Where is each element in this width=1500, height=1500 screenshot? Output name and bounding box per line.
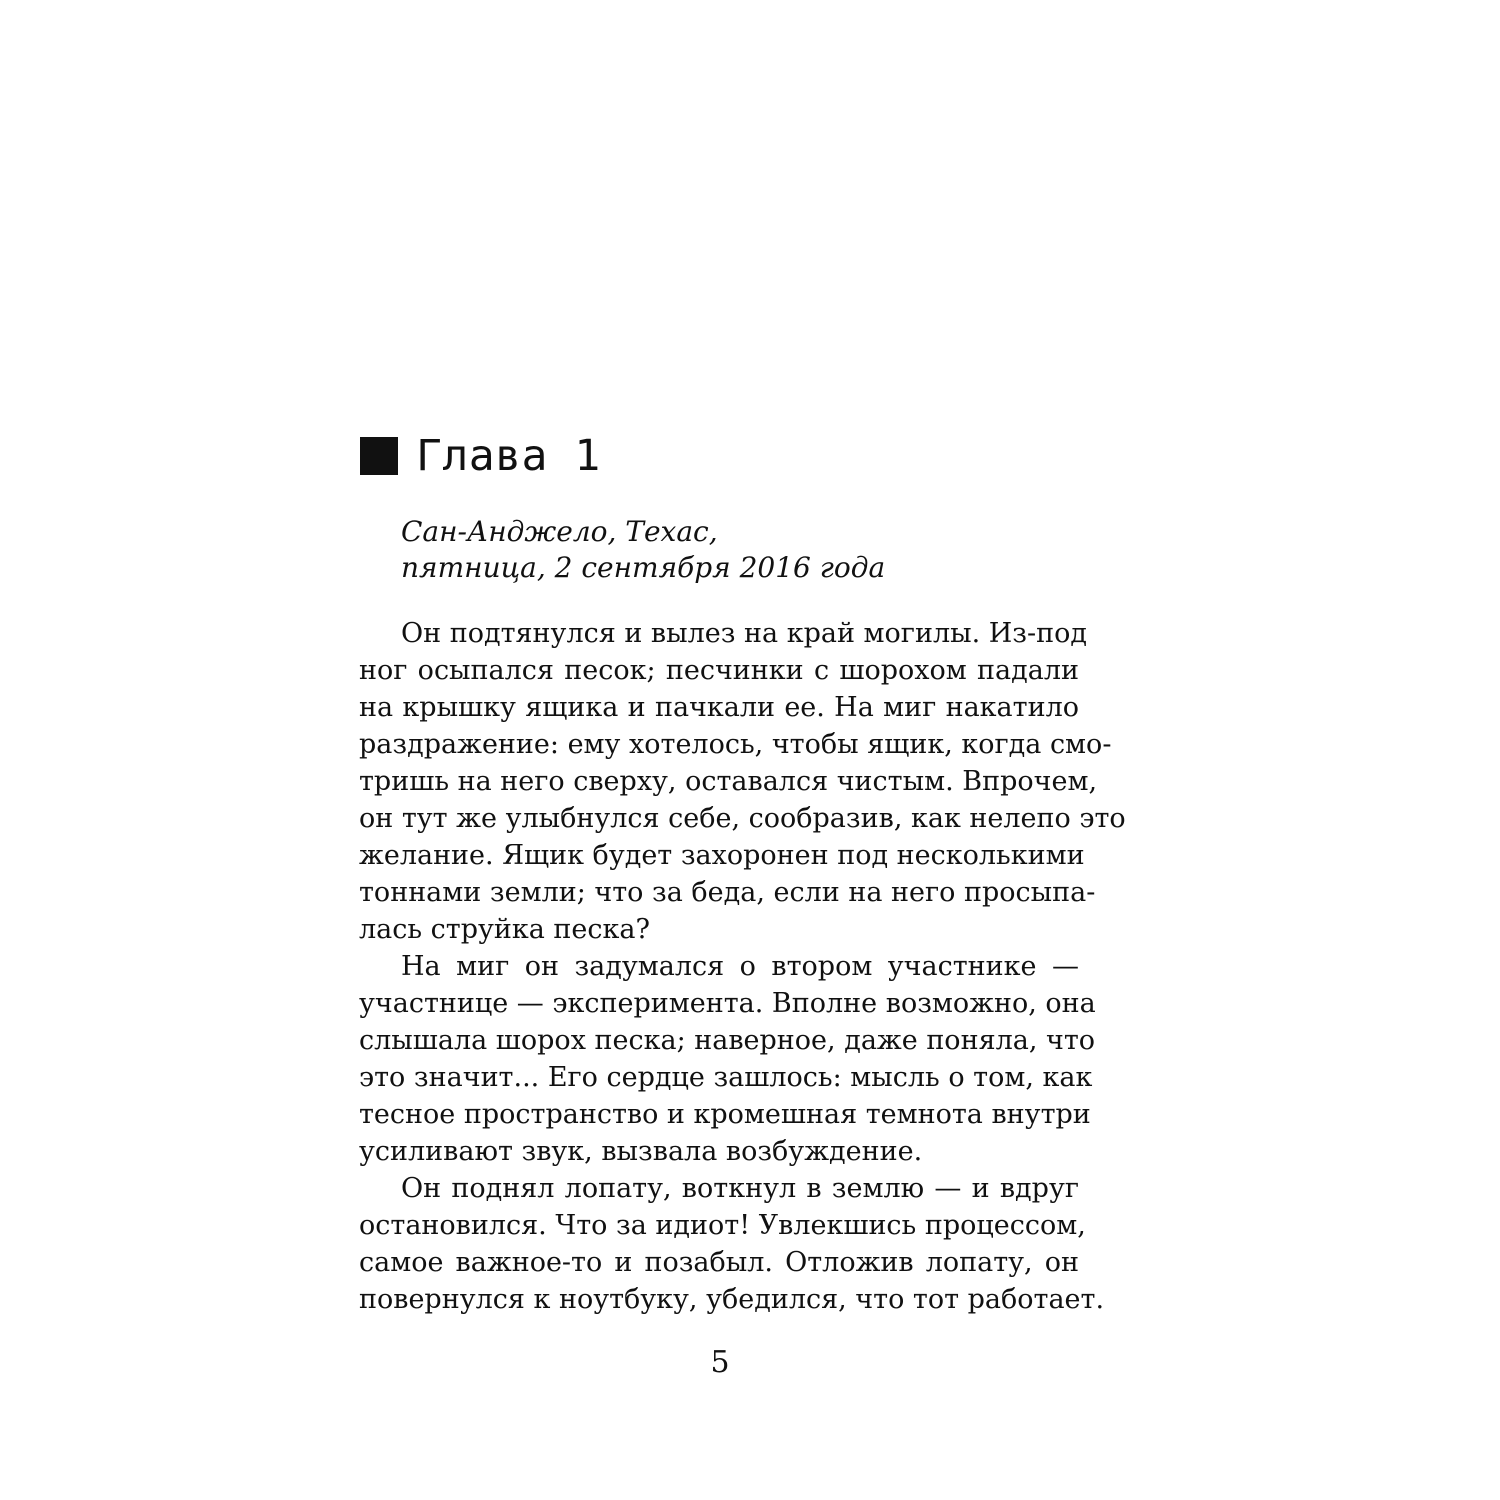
text-line: на крышку ящика и пачкали ее. На миг накатило: [359, 692, 1079, 723]
page-number: 5: [710, 1345, 730, 1380]
chapter-square-icon: [360, 437, 398, 475]
text-line: слышала шорох песка; наверное, даже поняла, что: [359, 1025, 1096, 1056]
chapter-heading: [360, 425, 601, 487]
body-text: [359, 615, 1126, 1318]
text-line: усиливают звук, вызвала возбуждение.: [359, 1136, 923, 1167]
text-line: Он поднял лопату, воткнул в землю — и вдруг: [401, 1173, 1079, 1204]
text-line: тоннами земли; что за беда, если на него просыпа-: [359, 877, 1096, 908]
text-line: тришь на него сверху, оставался чистым. Впрочем,: [359, 766, 1098, 797]
dateline-location: Сан-Анджело, Техас,: [401, 515, 718, 548]
text-line: раздражение: ему хотелось, чтобы ящик, когда смо-: [359, 729, 1112, 760]
text-line: ног осыпался песок; песчинки с шорохом падали: [359, 655, 1079, 686]
text-line: желание. Ящик будет захоронен под несколькими: [359, 840, 1085, 871]
text-line: это значит... Его сердце зашлось: мысль о том, как: [359, 1062, 1093, 1093]
text-line: остановился. Что за идиот! Увлекшись процессом,: [359, 1210, 1086, 1241]
text-line: он тут же улыбнулся себе, сообразив, как нелепо это: [359, 803, 1126, 834]
text-line: лась струйка песка?: [359, 914, 650, 945]
text-line: На миг он задумался о втором участнике —: [401, 951, 1079, 982]
text-line: тесное пространство и кромешная темнота внутри: [359, 1099, 1091, 1130]
dateline-date: пятница, 2 сентября 2016 года: [401, 551, 886, 584]
text-line: повернулся к ноутбуку, убедился, что тот работает.: [359, 1284, 1105, 1315]
text-line: Он подтянулся и вылез на край могилы. Из-под: [401, 618, 1088, 649]
text-line: участнице — эксперимента. Вполне возможно, она: [359, 988, 1096, 1019]
text-line: самое важное-то и позабыл. Отложив лопату, он: [359, 1247, 1079, 1278]
chapter-title: Глава 1: [416, 431, 601, 481]
dateline: [401, 514, 885, 586]
